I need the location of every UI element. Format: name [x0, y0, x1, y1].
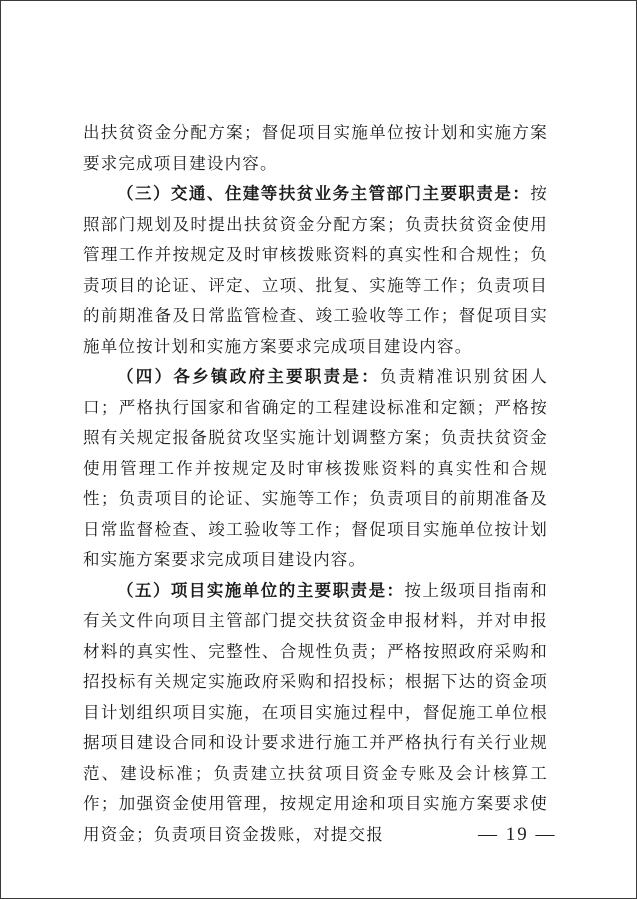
- page-number: — 19 —: [478, 824, 557, 845]
- section-heading: （四）各乡镇政府主要职责是：: [117, 367, 380, 386]
- section-heading: （五）项目实施单位的主要职责是：: [117, 580, 405, 600]
- paragraph-text: 按照部门规划及时提出扶贫资金分配方案；负责扶贫资金使用管理工作并按规定及时审核拨账资料的真实性和合规性；负责项目的论证、评定、立项、批复、实施等工作；负责项目的前期准备及日常监管检查、竣工验收等工作；督促项目实施单位按计划和实施方案要求完成项目建设内容。: [83, 184, 548, 356]
- paragraph-section-4: [83, 362, 548, 576]
- document-body: [83, 118, 548, 850]
- paragraph-text: 出扶贫资金分配方案；督促项目实施单位按计划和实施方案要求完成项目建设内容。: [83, 123, 548, 173]
- paragraph-section-3: [83, 179, 548, 362]
- paragraph-section-5: [83, 576, 548, 851]
- paragraph-text: 按上级项目指南和有关文件向项目主管部门提交扶贫资金申报材料，并对申报材料的真实性、完整性、合规性负责；严格按照政府采购和招投标有关规定实施政府采购和招投标；根据下达的资金项目计划组织项目实施，在项目实施过程中，督促施工单位根据项目建设合同和设计要求进行施工并严格执行有关行业规范、建设标准；负责建立扶贫项目资金专账及会计核算工作；加强资金使用管理，按规定用途和项目实施方案要求使用资金；负责项目资金拨账，对提交报: [83, 580, 548, 844]
- section-heading: （三）交通、住建等扶贫业务主管部门主要职责是：: [117, 184, 531, 203]
- paragraph-continuation: [83, 118, 548, 179]
- paragraph-text: 负责精准识别贫困人口；严格执行国家和省确定的工程建设标准和定额；严格按照有关规定报备脱贫攻坚实施计划调整方案；负责扶贫资金使用管理工作并按规定及时审核拨账资料的真实性和合规性；负责项目的论证、实施等工作；负责项目的前期准备及日常监督检查、竣工验收等工作；督促项目实施单位按计划和实施方案要求完成项目建设内容。: [83, 367, 548, 569]
